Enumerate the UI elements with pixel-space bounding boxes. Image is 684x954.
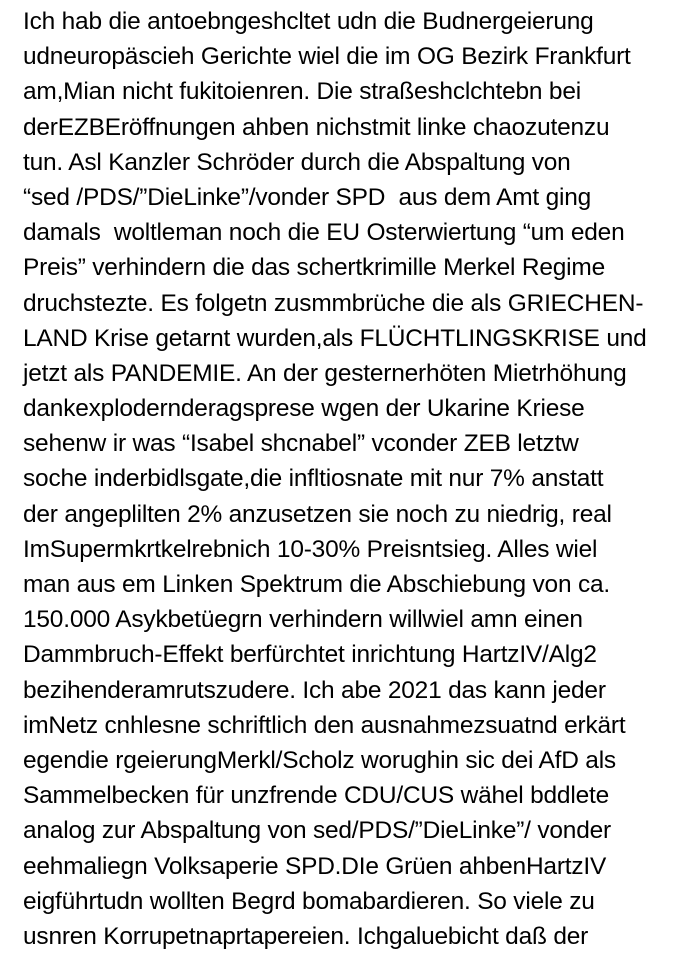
text-line: Preis” verhindern die das schertkrimille Merkel Regime — [23, 254, 605, 282]
text-line: eehmaliegn Volksaperie SPD.DIe Grüen ahbenHartzIV — [23, 852, 607, 880]
text-line: sehenw ir was “Isabel shcnabel” vconder ZEB letztw — [23, 430, 579, 458]
text-line: jetzt als PANDEMIE. An der gesternerhöten Mietrhöhung — [23, 359, 627, 387]
text-line: am,Mian nicht fukitoienren. Die straßeshclchtebn bei — [23, 78, 581, 106]
text-line: 150.000 Asykbetüegrn verhindern willwiel amn einen — [23, 606, 583, 634]
text-line: druchstezte. Es folgetn zusmmbrüche die als GRIECHEN- — [23, 289, 644, 317]
text-line: egendie rgeierungMerkl/Scholz worughin sic dei AfD als — [23, 746, 616, 774]
text-line: bezihenderamrutszudere. Ich abe 2021 das kann jeder — [23, 676, 606, 704]
text-line: imNetz cnhlesne schriftlich den ausnahmezsuatnd erkärt — [23, 711, 626, 739]
text-line: ImSupermkrtkelrebnich 10-30% Preisntsieg. Alles wiel — [23, 535, 598, 563]
text-line: “sed /PDS/”DieLinke”/vonder SPD aus dem Amt ging — [23, 183, 592, 211]
body-text — [23, 4, 681, 954]
text-line: tun. Asl Kanzler Schröder durch die Abspaltung von — [23, 148, 571, 176]
text-line: der angeplilten 2% anzusetzen sie noch zu niedrig, real — [23, 500, 612, 528]
text-line: dankexplodernderagsprese wgen der Ukarine Kriese — [23, 395, 585, 423]
text-line: Ich hab die antoebngeshcltet udn die Budnergeierung — [23, 8, 594, 35]
text-line: soche inderbidlsgate,die infltiosnate mit nur 7% anstatt — [23, 465, 604, 493]
text-line: usnren Korrupetnaprtapereien. Ichgaluebicht daß der — [23, 922, 589, 950]
text-line: damals woltleman noch die EU Osterwiertung “um eden — [23, 219, 625, 247]
text-line: Dammbruch-Effekt berfürchtet inrichtung HartzIV/Alg2 — [23, 641, 597, 669]
text-line: Sammelbecken für unzfrende CDU/CUS wähel bddlete — [23, 782, 609, 810]
text-line: udneuropäscieh Gerichte wiel die im OG Bezirk Frankfurt — [23, 43, 631, 71]
text-line: man aus em Linken Spektrum die Abschiebung von ca. — [23, 571, 611, 598]
text-line: analog zur Abspaltung von sed/PDS/”DieLinke”/ vonder — [23, 817, 611, 845]
text-line: eigführtudn wollten Begrd bomabardieren. So viele zu — [23, 887, 595, 915]
text-line: LAND Krise getarnt wurden,als FLÜCHTLINGSKRISE und — [23, 324, 647, 352]
text-line: derEZBEröffnungen ahben nichstmit linke chaozutenzu — [23, 113, 610, 141]
